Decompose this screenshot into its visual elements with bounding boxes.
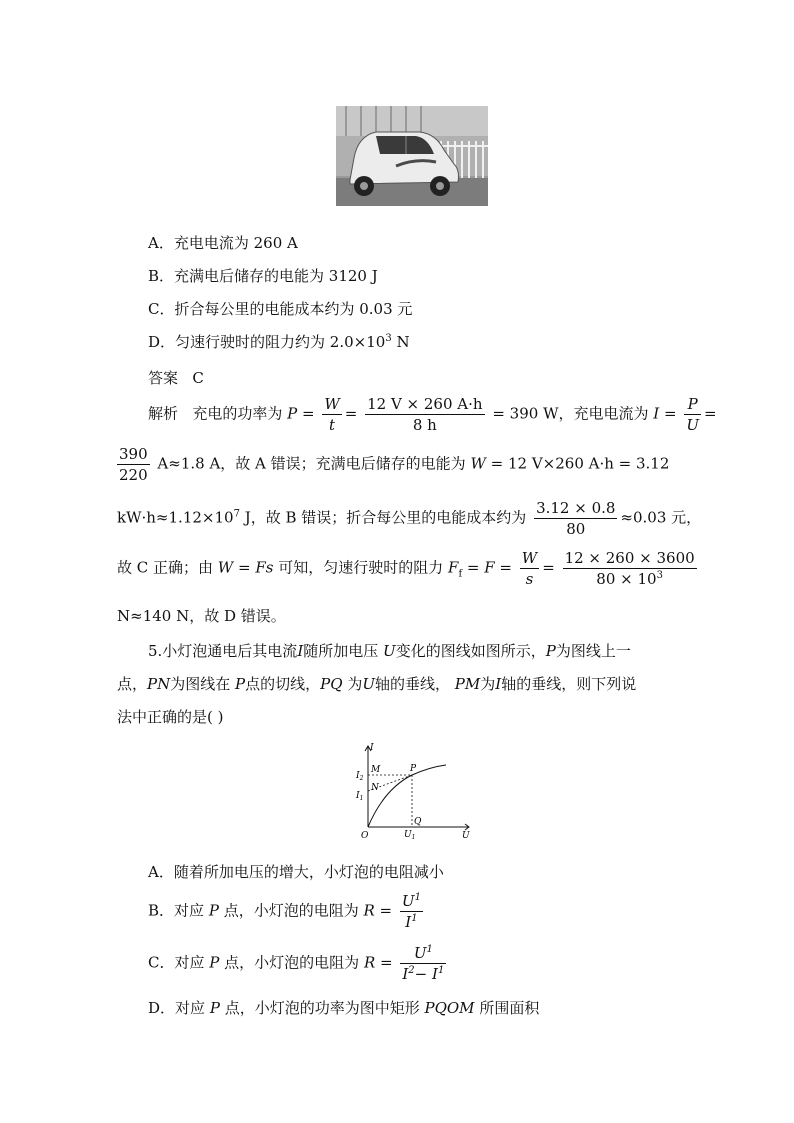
fraction-p-over-u: $\frac{P}{U}$	[686, 395, 699, 434]
electric-car-photo	[336, 106, 488, 206]
label-p: P	[410, 764, 417, 774]
analysis-line-3: $kW\cdot h\approx 1.12\times 10^7$ J，故 B 错误；折合每公里的电能成本约为 $\frac{3.12 \times 0.8}{80}$ ≈0.03 元，	[117, 499, 702, 538]
fraction-resistance: $\frac{12 \times 260 \times 3600}{80 \times 10^3}$	[564, 549, 695, 588]
fraction-390-220: $\frac{390}{220}$	[119, 445, 148, 484]
label-origin: O	[361, 831, 369, 841]
fraction-w-over-s: $\frac{W}{s}$	[521, 549, 538, 588]
answer-line	[148, 367, 204, 388]
fraction-r-option-b: $\frac{U^1}{I^1}$	[401, 892, 421, 931]
analysis-line-5: N≈140 N，故 D 错误。	[117, 607, 286, 625]
fraction-r-option-c: $\frac{U^1}{I^2- I^1}$	[402, 944, 445, 983]
label-u-axis: U	[462, 831, 470, 841]
answer-value: C	[192, 369, 204, 387]
label-i2: $I_2$	[356, 771, 364, 782]
q5-line-2: 点，PN为图线在 P点的切线，PQ 为U轴的垂线， PM为I轴的垂线，则下列说	[117, 675, 637, 693]
analysis-line-2: $\frac{390}{220}$ A≈1.8 A，故 A 错误；充满电后储存的电能为 W = 12 V×260 A·h = 3.12	[119, 445, 670, 484]
analysis-line-4: 故 C 正确；由 W = Fs 可知，匀速行驶时的阻力 $F_f = F$ = $\frac{W}{s}$ = $\frac{12 \times 260 \times 3600}{80 \times 10^3}$	[117, 549, 695, 588]
q5-line-3: 法中正确的是( )	[117, 708, 224, 726]
q4-option-b: B．充满电后储存的电能为 3120 J	[148, 267, 378, 285]
q4-option-a: A．充电电流为 260 A	[148, 234, 298, 252]
label-q: Q	[414, 817, 422, 827]
q4-option-c: C．折合每公里的电能成本约为 0.03 元	[148, 300, 413, 318]
fraction-cost: $\frac{3.12 \times 0.8}{80}$	[536, 499, 616, 538]
label-u1: $U_1$	[404, 830, 416, 841]
q4-option-d: D．匀速行驶时的阻力约为 $2.0\times 10^3$ N	[148, 333, 410, 351]
label-i-axis: I	[370, 743, 374, 753]
fraction-w-over-t: $\frac{W}{t}$	[324, 395, 340, 434]
q5-option-c: C．对应 P 点，小灯泡的电阻为 R = $\frac{U^1}{I^2- I^1}$	[148, 944, 445, 983]
fraction-charge-power: $\frac{12 V \times 260 A\cdot h}{8 h}$	[367, 395, 483, 434]
q5-line-1: 5.小灯泡通电后其电流I随所加电压 U变化的图线如图所示，P为图线上一	[148, 642, 631, 660]
label-i1: $I_1$	[356, 791, 364, 802]
analysis-label: 解析	[148, 404, 179, 423]
q5-option-b: B．对应 P 点，小灯泡的电阻为 R = $\frac{U^1}{I^1}$	[148, 892, 421, 931]
answer-label: 答案	[148, 369, 179, 387]
label-n: N	[371, 783, 379, 793]
q5-option-d: D．对应 P 点，小灯泡的功率为图中矩形 PQOM 所围面积	[148, 999, 540, 1017]
iu-graph	[354, 741, 474, 841]
analysis-line-1: 解析 充电的功率为 P = $\frac{W}{t}$ = $\frac{12 V \times 260 A\cdot h}{8 h}$ = 390 W，充电电流为 I = $\frac{P}{U}$ =	[148, 395, 717, 434]
label-m: M	[371, 765, 381, 775]
q5-option-a: A．随着所加电压的增大，小灯泡的电阻减小	[148, 863, 444, 881]
